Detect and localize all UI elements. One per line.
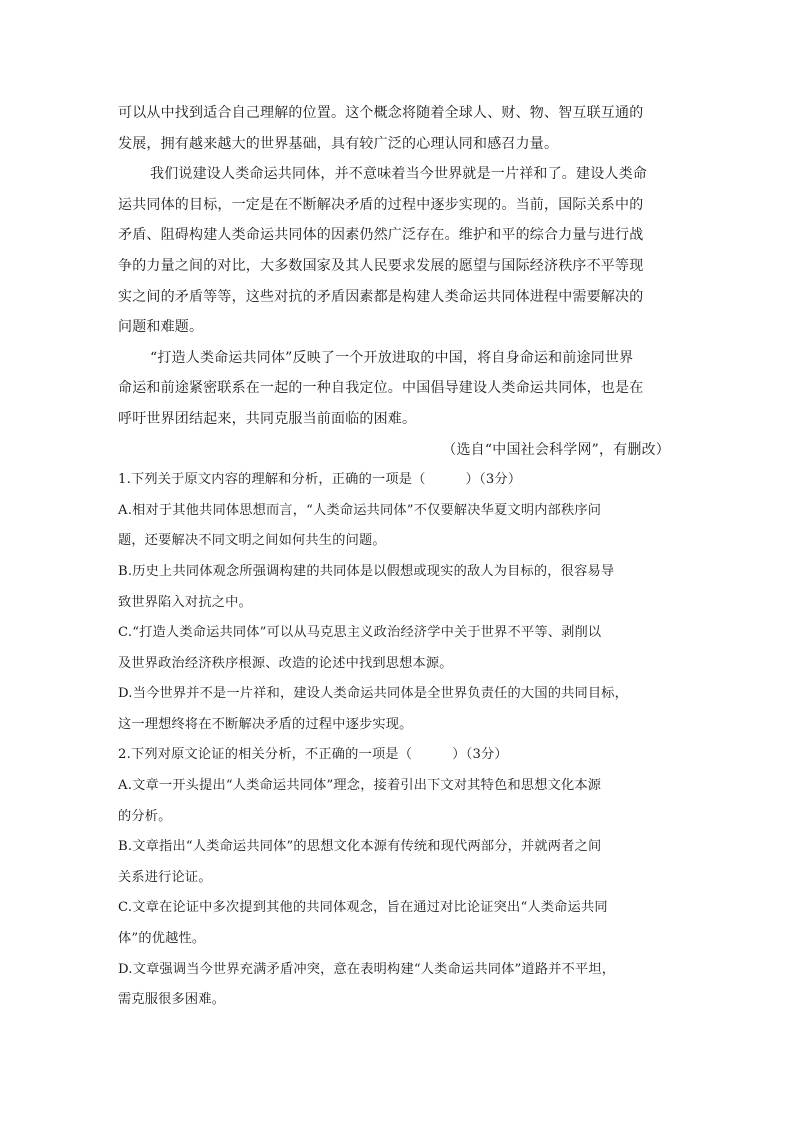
- passage-paragraph: [118, 98, 678, 159]
- option-line: C.文章在论证中多次提到其他的共同体观念，旨在通过对比论证突出“人类命运共同: [118, 900, 608, 916]
- source-citation: （选自“中国社会科学网”，有删改）: [442, 441, 670, 458]
- option-b: [118, 557, 678, 618]
- text-line: 我们说建设人类命运共同体，并不意味着当今世界就是一片祥和了。建设人类命: [150, 166, 647, 183]
- text-line: 矛盾、阻碍构建人类命运共同体的因素仍然广泛存在。维护和平的综合力量与进行战: [118, 227, 644, 244]
- option-d: [118, 679, 678, 740]
- option-b: [118, 832, 678, 893]
- option-line: D.文章强调当今世界充满矛盾冲突，意在表明构建“人类命运共同体”道路并不平坦，: [118, 961, 616, 977]
- text-line: 命运和前途紧密联系在一起的一种自我定位。中国倡导建设人类命运共同体，也是在: [118, 380, 644, 397]
- question-1: [118, 465, 678, 740]
- option-line: 需克服很多困难。: [118, 992, 226, 1008]
- option-line: 体”的优越性。: [118, 931, 206, 947]
- option-line: 及世界政治经济秩序根源、改造的论述中找到思想本源。: [118, 655, 453, 671]
- option-line: 题，还要解决不同文明之间如何共生的问题。: [118, 533, 386, 549]
- passage-paragraph: [118, 159, 678, 343]
- option-d: [118, 955, 678, 1016]
- question-stem: 1.下列关于原文内容的理解和分析，正确的一项是（ ）（3分）: [118, 472, 522, 488]
- option-line: 这一理想终将在不断解决矛盾的过程中逐步实现。: [118, 716, 413, 732]
- document-page: [118, 98, 678, 1016]
- option-line: 的分析。: [118, 808, 172, 824]
- text-line: 问题和难题。: [118, 319, 204, 336]
- option-c: [118, 893, 678, 954]
- text-line: 实之间的矛盾等等，这些对抗的矛盾因素都是构建人类命运共同体进程中需要解决的: [118, 288, 644, 305]
- option-c: [118, 618, 678, 679]
- option-line: B.历史上共同体观念所强调构建的共同体是以假想或现实的敌人为目标的，很容易导: [118, 563, 615, 579]
- option-a: [118, 496, 678, 557]
- text-line: 可以从中找到适合自己理解的位置。这个概念将随着全球人、财、物、智互联互通的: [118, 105, 644, 121]
- text-line: 运共同体的目标，一定是在不断解决矛盾的过程中逐步实现的。当前，国际关系中的: [118, 196, 644, 213]
- text-line: 呼吁世界团结起来，共同克服当前面临的困难。: [118, 410, 417, 427]
- text-line: 争的力量之间的对比，大多数国家及其人民要求发展的愿望与国际经济秩序不平等现: [118, 257, 644, 274]
- passage-paragraph: [118, 343, 678, 435]
- text-line: 发展，拥有越来越大的世界基础，具有较广泛的心理认同和感召力量。: [118, 135, 559, 152]
- option-line: D.当今世界并不是一片祥和，建设人类命运共同体是全世界负责任的大国的共同目标，: [118, 686, 629, 702]
- option-line: 致世界陷入对抗之中。: [118, 594, 252, 610]
- option-line: B.文章指出“人类命运共同体”的思想文化本源有传统和现代两部分，并就两者之间: [118, 839, 602, 855]
- question-2: [118, 740, 678, 1015]
- question-stem: 2.下列对原文论证的相关分析，不正确的一项是（ ）（3分）: [118, 747, 508, 763]
- option-line: 关系进行论证。: [118, 869, 212, 885]
- option-line: A.文章一开头提出“人类命运共同体”理念，接着引出下文对其特色和思想文化本源: [118, 778, 602, 794]
- text-line: “打造人类命运共同体”反映了一个开放进取的中国，将自身命运和前途同世界: [150, 349, 634, 366]
- option-line: C.“打造人类命运共同体”可以从马克思主义政治经济学中关于世界不平等、剥削以: [118, 625, 602, 641]
- option-line: A.相对于其他共同体思想而言，“人类命运共同体”不仅要解决华夏文明内部秩序问: [118, 502, 602, 518]
- option-a: [118, 771, 678, 832]
